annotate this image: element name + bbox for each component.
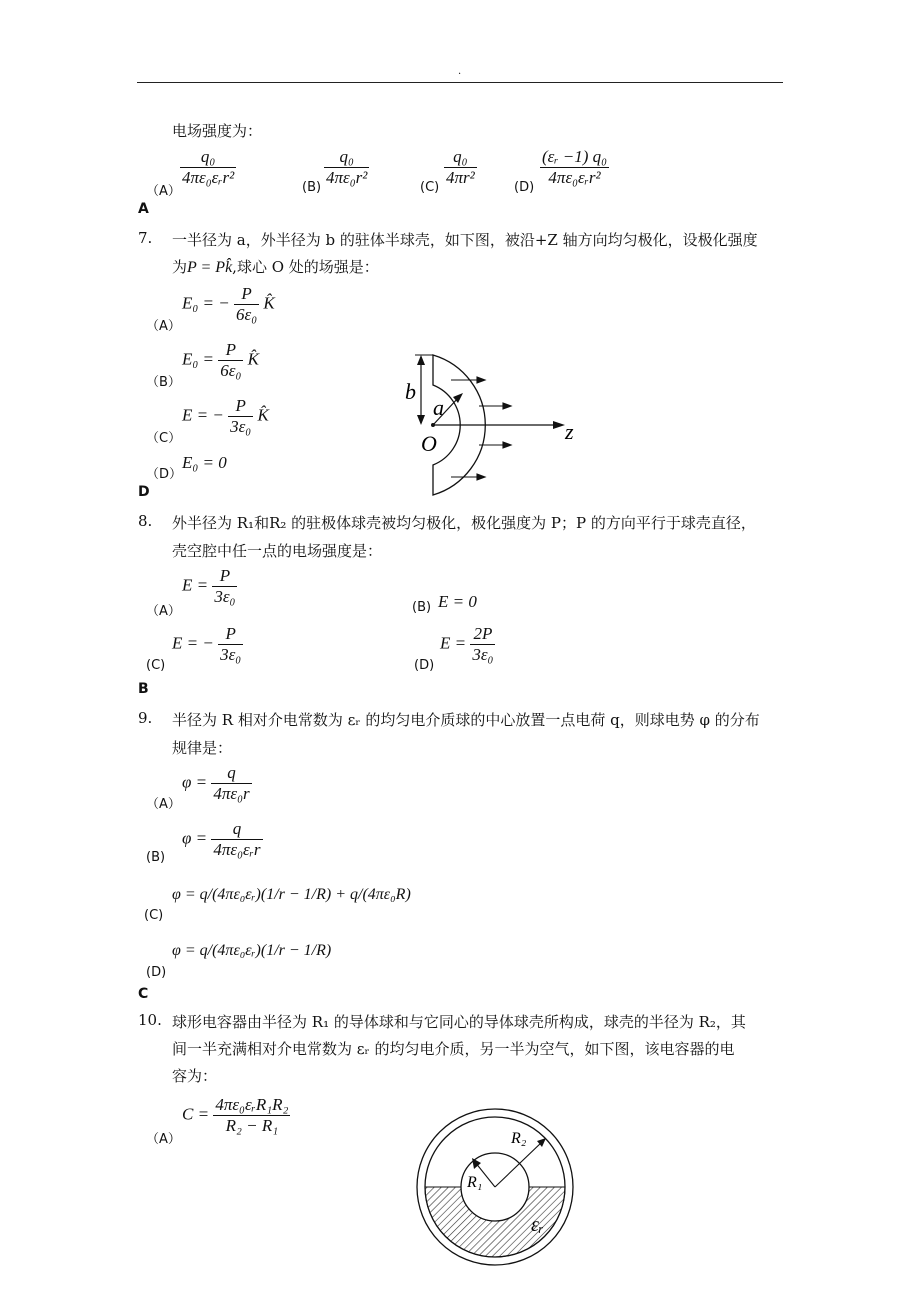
q6-option-b-label: (B): [302, 180, 322, 195]
q6-option-d-label: (D): [514, 180, 535, 195]
q9-option-b-label: (B): [146, 850, 166, 865]
q8-option-d-formula: E = $\frac{2P}{\text{3ε₀}}$: [440, 624, 494, 664]
q7-option-d-formula: E₀ = 0: [182, 453, 227, 472]
z-axis-arrow: [553, 421, 565, 429]
q9-stem-line2: 规律是：: [172, 739, 233, 757]
q8-option-b-label: (B): [412, 600, 432, 615]
q6-option-a-label: （A）: [146, 184, 181, 199]
label-er: εᵣ: [531, 1214, 544, 1236]
q10-option-a-label: （A）: [146, 1132, 181, 1147]
q9-option-b-formula: φ = $\frac{q}{\text{4πε₀εᵣr}}$: [182, 819, 261, 859]
label-z: z: [565, 419, 574, 444]
q10-stem-line2: 间一半充满相对介电常数为 εᵣ 的均匀电介质，另一半为空气，如下图，该电容器的电: [172, 1040, 735, 1058]
q8-answer: B: [138, 681, 149, 697]
q9-answer: C: [138, 986, 149, 1002]
q8-option-a-formula: E = $\frac{P}{\text{3ε₀}}$: [182, 566, 236, 606]
q10-stem-line3: 容为：: [172, 1067, 218, 1085]
label-r2: R₂: [511, 1130, 527, 1147]
q7-option-c-label: （C）: [146, 431, 182, 446]
q8-option-d-label: (D): [414, 658, 435, 673]
q6-stem: 电场强度为：: [172, 122, 263, 140]
q6-option-d-formula: $\frac{\text{(εᵣ −1) q₀}}{\text{4πε₀εᵣr²}}$: [542, 147, 608, 187]
q7-option-b-label: （B）: [146, 375, 181, 390]
q9-option-a-label: （A）: [146, 797, 181, 812]
q10-option-a-formula: C = $\frac{\text{4πε₀εᵣR₁R₂}}{\text{R₂ − R₁}}$: [182, 1095, 289, 1135]
q9-stem-line1: 半径为 R 相对介电常数为 εᵣ 的均匀电介质球的中心放置一点电荷 q，则球电势 φ 的分布: [172, 711, 760, 729]
q7-stem-line1: 一半径为 a，外半径为 b 的驻体半球壳，如下图，被沿+Z 轴方向均匀极化，设极化强度: [172, 231, 758, 249]
q10-number: 10.: [138, 1011, 162, 1029]
q7-option-a-label: （A）: [146, 319, 181, 334]
q10-capacitor-diagram: [415, 1107, 575, 1267]
q9-option-d-formula: φ = q/(4πε₀εᵣ)(1/r − 1/R): [172, 942, 332, 959]
q8-option-b-formula: E = 0: [438, 592, 477, 611]
q9-option-c-formula: φ = q/(4πε₀εᵣ)(1/r − 1/R) + q/(4πε₀R): [172, 886, 411, 903]
center-point: [431, 423, 435, 427]
label-b: b: [405, 379, 416, 404]
b-arrow-top: [417, 355, 425, 365]
q6-option-a-formula: $\frac{\text{q₀}}{\text{4πε₀εᵣr²}}$: [182, 147, 235, 187]
q10-stem-line1: 球形电容器由半径为 R₁ 的导体球和与它同心的导体球壳所构成，球壳的半径为 R₂，其: [172, 1013, 746, 1031]
q7-polarization-formula: P = Pk̂: [187, 259, 233, 276]
q7-option-c-formula: E = − $\frac{P}{\text{3ε₀}}$ K̂: [182, 396, 269, 436]
q7-option-a-formula: E₀ = − $\frac{P}{\text{6ε₀}}$ K̂: [182, 284, 275, 324]
q8-stem-line2: 壳空腔中任一点的电场强度是：: [172, 542, 383, 560]
q8-stem-line1: 外半径为 R₁和R₂ 的驻极体球壳被均匀极化，极化强度为 P；P 的方向平行于球壳直径，: [172, 514, 756, 532]
q6-option-b-formula: $\frac{\text{q₀}}{\text{4πε₀r²}}$: [326, 147, 368, 187]
label-o: O: [421, 431, 437, 456]
q9-number: 9.: [138, 709, 153, 727]
q7-stem-line2: 为P = Pk̂,球心 O 处的场强是：: [172, 258, 379, 276]
b-arrow-bottom: [417, 415, 425, 425]
q7-option-d-label: （D）: [146, 467, 183, 482]
q7-number: 7.: [138, 229, 153, 247]
q6-option-c-formula: $\frac{\text{q₀}}{\text{4πr²}}$: [446, 147, 475, 187]
q9-option-d-label: (D): [146, 965, 167, 980]
header-rule: [137, 82, 783, 83]
q8-option-c-formula: E = − $\frac{P}{\text{3ε₀}}$: [172, 624, 242, 664]
q7-option-b-formula: E₀ = $\frac{P}{\text{6ε₀}}$ K̂: [182, 340, 259, 380]
q8-option-a-label: （A）: [146, 604, 181, 619]
q9-option-a-formula: φ = $\frac{q}{\text{4πε₀r}}$: [182, 763, 250, 803]
q9-option-c-label: (C): [144, 908, 164, 923]
q6-answer: A: [138, 201, 149, 217]
q7-answer: D: [138, 484, 150, 500]
header-dot: .: [458, 66, 462, 77]
q8-option-c-label: (C): [146, 658, 166, 673]
label-a: a: [433, 395, 444, 420]
q8-number: 8.: [138, 512, 153, 530]
label-r1: R₁: [467, 1174, 483, 1191]
q7-hemisphere-diagram: [395, 345, 595, 505]
q6-option-c-label: (C): [420, 180, 440, 195]
